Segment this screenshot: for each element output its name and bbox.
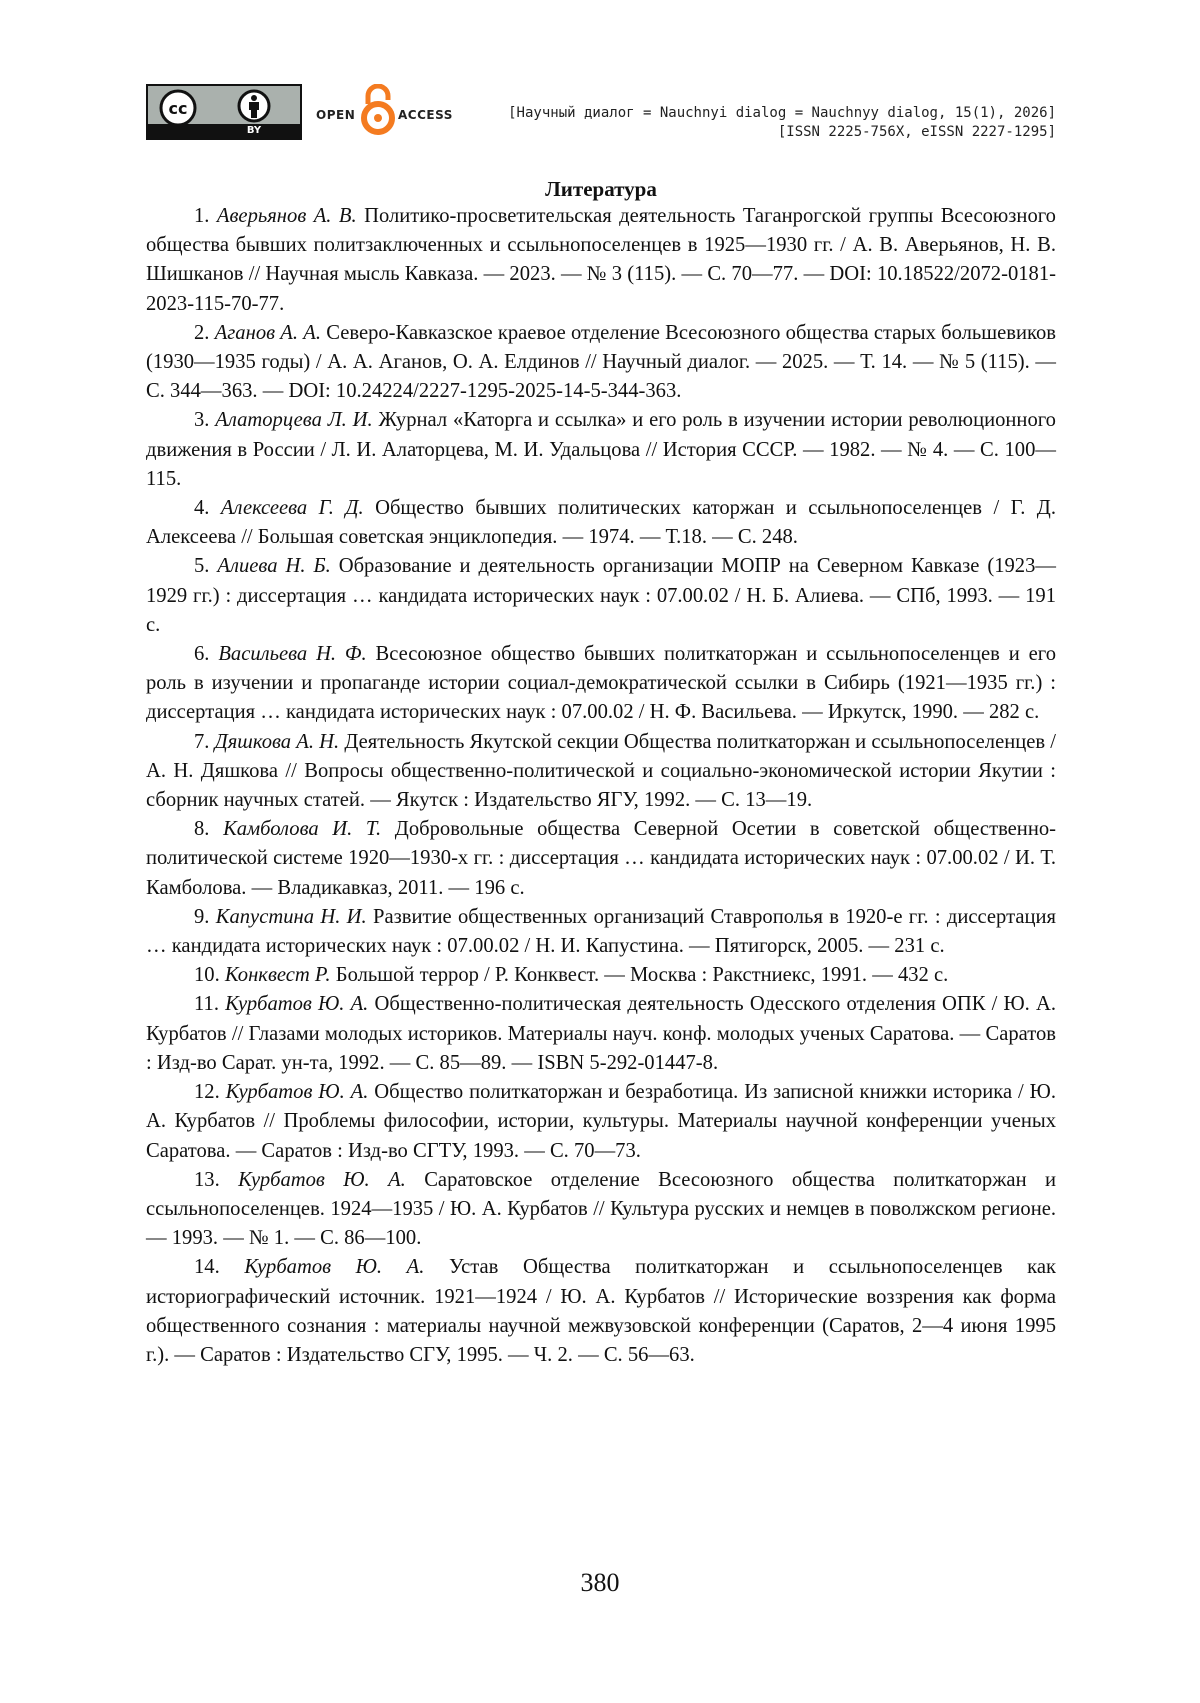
reference-item (146, 202, 1056, 319)
reference-author: Васильева Н. Ф. (218, 643, 367, 666)
reference-item (146, 728, 1056, 816)
section-title: Литература (545, 177, 657, 201)
reference-number: 11. (194, 993, 219, 1016)
journal-citation (508, 104, 1056, 142)
svg-text:cc: cc (168, 99, 188, 118)
reference-number: 14. (194, 1256, 220, 1279)
reference-item (146, 406, 1056, 494)
reference-text: Общество политкаторжан и безработица. Из записной книжки историка / Ю. А. Курбатов // Проблемы философии, истории, культуры. Материалы научной конференции ученых Саратова. — Саратов : Изд-во СГТУ, 1993. — С. 70—73. (146, 1081, 1056, 1162)
reference-text: Общество бывших политических каторжан и ссыльнопоселенцев / Г. Д. Алексеева // Большая советская энциклопедия. — 1974. — Т.18. — С. 248. (146, 497, 1056, 549)
reference-text: Устав Общества политкаторжан и ссыльнопоселенцев как историографический источник. 1921—1924 / Ю. А. Курбатов // Исторические воззрения как форма общественного сознания : материалы научной межвузовской конференции (Саратов, 2—4 июня 1995 г.). — Саратов : Издательство СГУ, 1995. — Ч. 2. — С. 56—63. (146, 1256, 1056, 1366)
reference-author: Курбатов Ю. А. (238, 1168, 406, 1191)
open-access-open-label: OPEN (316, 108, 356, 122)
reference-item (146, 494, 1056, 552)
reference-number: 9. (194, 905, 210, 928)
reference-author: Аверьянов А. В. (216, 205, 357, 227)
reference-list (146, 202, 1056, 1370)
reference-item (146, 990, 1056, 1078)
open-lock-icon (360, 84, 396, 136)
page-header (146, 84, 1056, 148)
reference-text: Журнал «Каторга и ссылка» и его роль в изучении истории революционного движения в России / Л. И. Алаторцева, М. И. Удальцова // История СССР. — 1982. — № 4. — С. 100—115. (146, 409, 1056, 490)
reference-author: Дяшкова А. Н. (214, 730, 340, 753)
cc-by-strip (148, 124, 300, 138)
reference-item (146, 961, 1056, 990)
reference-author: Аганов А. А. (214, 321, 321, 344)
issn-line: [ISSN 2225-756X, eISSN 2227-1295] (777, 124, 1056, 140)
reference-number: 4. (194, 497, 210, 520)
reference-item (146, 1166, 1056, 1254)
license-by-label: BY (246, 125, 262, 136)
reference-item (146, 903, 1056, 961)
reference-number: 1. (194, 205, 210, 227)
reference-author: Алиева Н. Б. (217, 555, 331, 578)
reference-text: Развитие общественных организаций Ставрополья в 1920-е гг. : диссертация … кандидата исторических наук : 07.00.02 / Н. И. Капустина. — Пятигорск, 2005. — 231 с. (146, 905, 1056, 958)
reference-number: 6. (194, 643, 210, 666)
cc-logo-icon (148, 86, 300, 126)
reference-item (146, 1078, 1056, 1166)
reference-author: Камболова И. Т. (223, 818, 382, 841)
open-access-logo[interactable] (316, 84, 456, 144)
reference-item (146, 319, 1056, 407)
reference-text: Добровольные общества Северной Осетии в советской общественно-политической системе 1920—1930-х гг. : диссертация … кандидата исторических наук : 07.00.02 / И. Т. Камболова. — Владикавказ, 2011. — 196 с. (146, 818, 1057, 899)
reference-text: Саратовское отделение Всесоюзного общества политкаторжан и ссыльнопоселенцев. 1924—1935 / Ю. А. Курбатов // Культура русских и немцев в поволжском регионе. — 1993. — № 1. — С. 86—100. (146, 1168, 1056, 1250)
reference-number: 8. (194, 818, 210, 841)
reference-author: Капустина Н. И. (215, 905, 367, 928)
reference-number: 7. (194, 730, 210, 753)
reference-text: Общественно-политическая деятельность Одесского отделения ОПК / Ю. А. Курбатов // Глазами молодых историков. Материалы науч. конф. молодых ученых Саратова. — Саратов : Изд-во Сарат. ун-та, 1992. — С. 85—89. — ISBN 5-292-01447-8. (146, 993, 1056, 1074)
reference-number: 5. (194, 555, 210, 578)
reference-number: 12. (194, 1081, 220, 1104)
references-section (146, 176, 1056, 1370)
reference-item (146, 815, 1056, 903)
page-number: 380 (580, 1568, 620, 1597)
reference-text: Всесоюзное общество бывших политкаторжан и ссыльнопоселенцев и его роль в изучении и пропаганде истории социал-демократической ссылки в Сибирь (1921—1935 гг.) : диссертация … кандидата исторических наук : 07.00.02 / Н. Ф. Васильева. — Иркутск, 1990. — 282 с. (146, 643, 1056, 724)
reference-number: 2. (194, 321, 210, 344)
reference-text: Политико-просветительская деятельность Таганрогской группы Всесоюзного общества бывших политзаключенных и ссыльнопоселенцев в 1925—1930 гг. / А. В. Аверьянов, Н. В. Шишканов // Научная мысль Кавказа. — 2023. — № 3 (115). — С. 70—77. — DOI: 10.18522/2072-0181-2023-115-70-77. (146, 205, 1056, 315)
reference-item (146, 1253, 1056, 1370)
reference-item (146, 640, 1056, 728)
reference-text: Северо-Кавказское краевое отделение Всесоюзного общества старых большевиков (1930—1935 годы) / А. А. Аганов, О. А. Елдинов // Научный диалог. — 2025. — Т. 14. — № 5 (115). — С. 344—363. — DOI: 10.24224/2227-1295-2025-14-5-344-363. (146, 321, 1057, 403)
reference-number: 3. (194, 409, 210, 432)
reference-author: Конквест Р. (224, 964, 331, 987)
reference-text: Образование и деятельность организации МОПР на Северном Кавказе (1923—1929 гг.) : диссертация … кандидата исторических наук : 07.00.02 / Н. Б. Алиева. — СПб, 1993. — 191 с. (146, 555, 1056, 636)
reference-item (146, 552, 1056, 640)
reference-author: Алаторцева Л. И. (215, 409, 373, 432)
reference-text: Деятельность Якутской секции Общества политкаторжан и ссыльнопоселенцев / А. Н. Дяшкова // Вопросы общественно-политической и социально-экономической истории Якутии : сборник научных статей. — Якутск : Издательство ЯГУ, 1992. — С. 13—19. (146, 730, 1056, 812)
reference-author: Курбатов Ю. А. (244, 1256, 425, 1279)
citation-line: [Научный диалог = Nauchnyi dialog = Nauchnyy dialog, 15(1), 2026] (508, 105, 1056, 121)
reference-text: Большой террор / Р. Конквест. — Москва : Ракстниекс, 1991. — 432 с. (330, 964, 949, 987)
reference-author: Курбатов Ю. А. (225, 1081, 369, 1104)
reference-number: 13. (194, 1168, 220, 1191)
reference-author: Курбатов Ю. А. (225, 993, 369, 1016)
open-access-access-label: ACCESS (398, 108, 453, 122)
cc-by-license-badge[interactable] (146, 84, 302, 140)
reference-number: 10. (194, 964, 220, 987)
reference-author: Алексеева Г. Д. (220, 497, 364, 520)
